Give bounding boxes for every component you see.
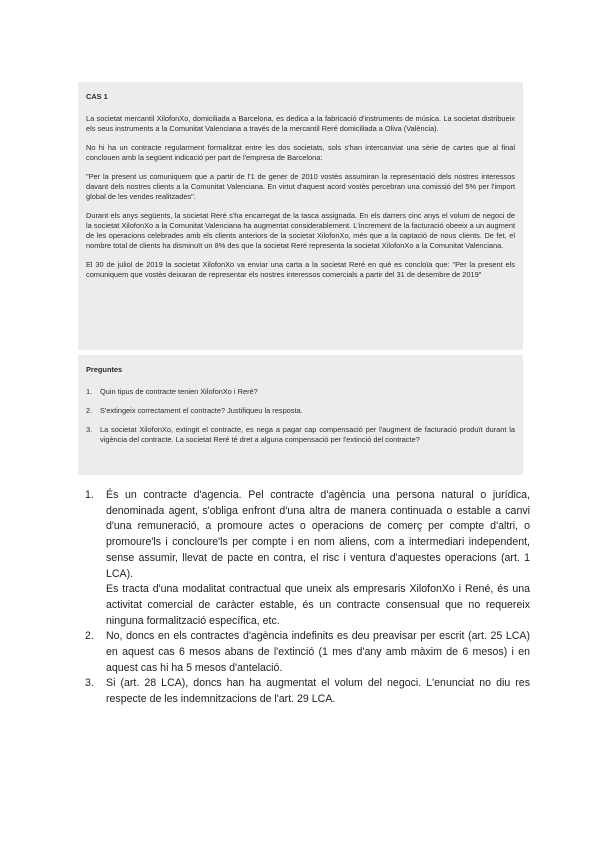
questions-box	[78, 355, 523, 475]
questions-title: Preguntes	[86, 365, 123, 374]
question-text: Quin tipus de contracte tenien XilofonXo i Reré?	[100, 387, 258, 396]
answer-number: 2.	[85, 630, 94, 643]
answer-number: 1.	[85, 489, 94, 501]
case-paragraph-3: Durant els anys següents, la societat Reré s'ha encarregat de la tasca assignada. En els darrers cinc anys el volum de negoci de la societat XilofonXo a la Comunitat Valenciana ha augmentat considerablement. L'increment de la facturació obeeix a un augment de les operacions celebrades amb els clients anteriors de la societat XilofonXo, més que a la captació de nous clients. De fet, el nombre total de clients ha disminuït un 8% des que la societat Reré representa la societat XilofonXo a la Comunitat Valenciana.	[86, 211, 515, 250]
question-text: S'extingeix correctament el contracte? Justifiqueu la resposta.	[100, 406, 303, 415]
case-paragraph-2: No hi ha un contracte regularment formalitzat entre les dos societats, sols s'han intercanviat una sèrie de cartes que al final conclouen amb la següent indicació per part de l'empresa de Barcelona:	[86, 143, 515, 162]
answer-item	[85, 488, 530, 629]
question-item	[86, 425, 515, 445]
question-number: 3.	[86, 425, 93, 434]
question-item	[86, 406, 515, 416]
case-title: CAS 1	[86, 92, 108, 101]
answer-number: 3.	[85, 677, 94, 690]
answer-paragraph: Si (art. 28 LCA), doncs han ha augmentat el volum del negoci. L'enunciat no diu res respecte de les indemnitzacions de l'art. 29 LCA.	[106, 677, 530, 706]
question-number: 1.	[86, 387, 93, 396]
question-number: 2.	[86, 406, 93, 415]
case-paragraph-1: La societat mercantil XilofonXo, domiciliada a Barcelona, es dedica a la fabricació d'instruments de música. La societat distribueix els seus instruments a la Comunitat Valenciana a través de la mercantil Reré domiciliada a Oliva (València).	[86, 114, 515, 133]
case-quote-1: "Per la present us comuniquem que a partir de l'1 de gener de 2010 vostès assumiran la representació dels nostres interessos davant dels nostres clients a la Comunitat Valenciana. En virtut d'aquest acord vostès percebran una comissió del 5% per l'import global de les vendes realitzades".	[86, 172, 515, 201]
case-box	[78, 82, 523, 350]
answer-paragraph: No, doncs en els contractes d'agència indefinits es deu preavisar per escrit (art. 25 LCA) en aquest cas 6 mesos abans de l'extinció (1 mes d'any amb màxim de 6 mesos) i en aquest cas hi ha 5 mesos d'antelació.	[106, 630, 530, 674]
answer-item	[85, 676, 530, 707]
answer-paragraph: Es tracta d'una modalitat contractual que uneix als empresaris XilofonXo i René, és una activitat comercial de caràcter estable, és un contracte consensual que no requereix ninguna formalització específica, etc.	[106, 583, 530, 627]
answers-list	[85, 488, 530, 708]
question-item	[86, 387, 515, 397]
answer-item	[85, 629, 530, 676]
case-paragraph-4: El 30 de juliol de 2019 la societat XilofonXo va enviar una carta a la societat Reré en què es concloïa que: "Per la present els comuniquem que vostès deixaran de representar els nostres interessos comercials a partir del 31 de desembre de 2019"	[86, 260, 515, 279]
question-text: La societat XilofonXo, extingit el contracte, es nega a pagar cap compensació per l'augment de facturació produït durant la vigència del contracte. La societat Reré té dret a alguna compensació per l'extinció del contracte?	[100, 425, 515, 444]
answer-paragraph: És un contracte d'agencia. Pel contracte d'agència una persona natural o jurídica, denominada agent, s'obliga enfront d'una altra de manera continuada o estable a canvi d'una remuneració, a promoure actes o operacions de comerç per compte d'altri, o promoure'ls i concloure'ls per compte i en nom aliens, com a intermediari independent, sense assumir, llevat de pacte en contra, el risc i ventura d'aquestes operacions (art. 1 LCA).	[106, 489, 530, 580]
